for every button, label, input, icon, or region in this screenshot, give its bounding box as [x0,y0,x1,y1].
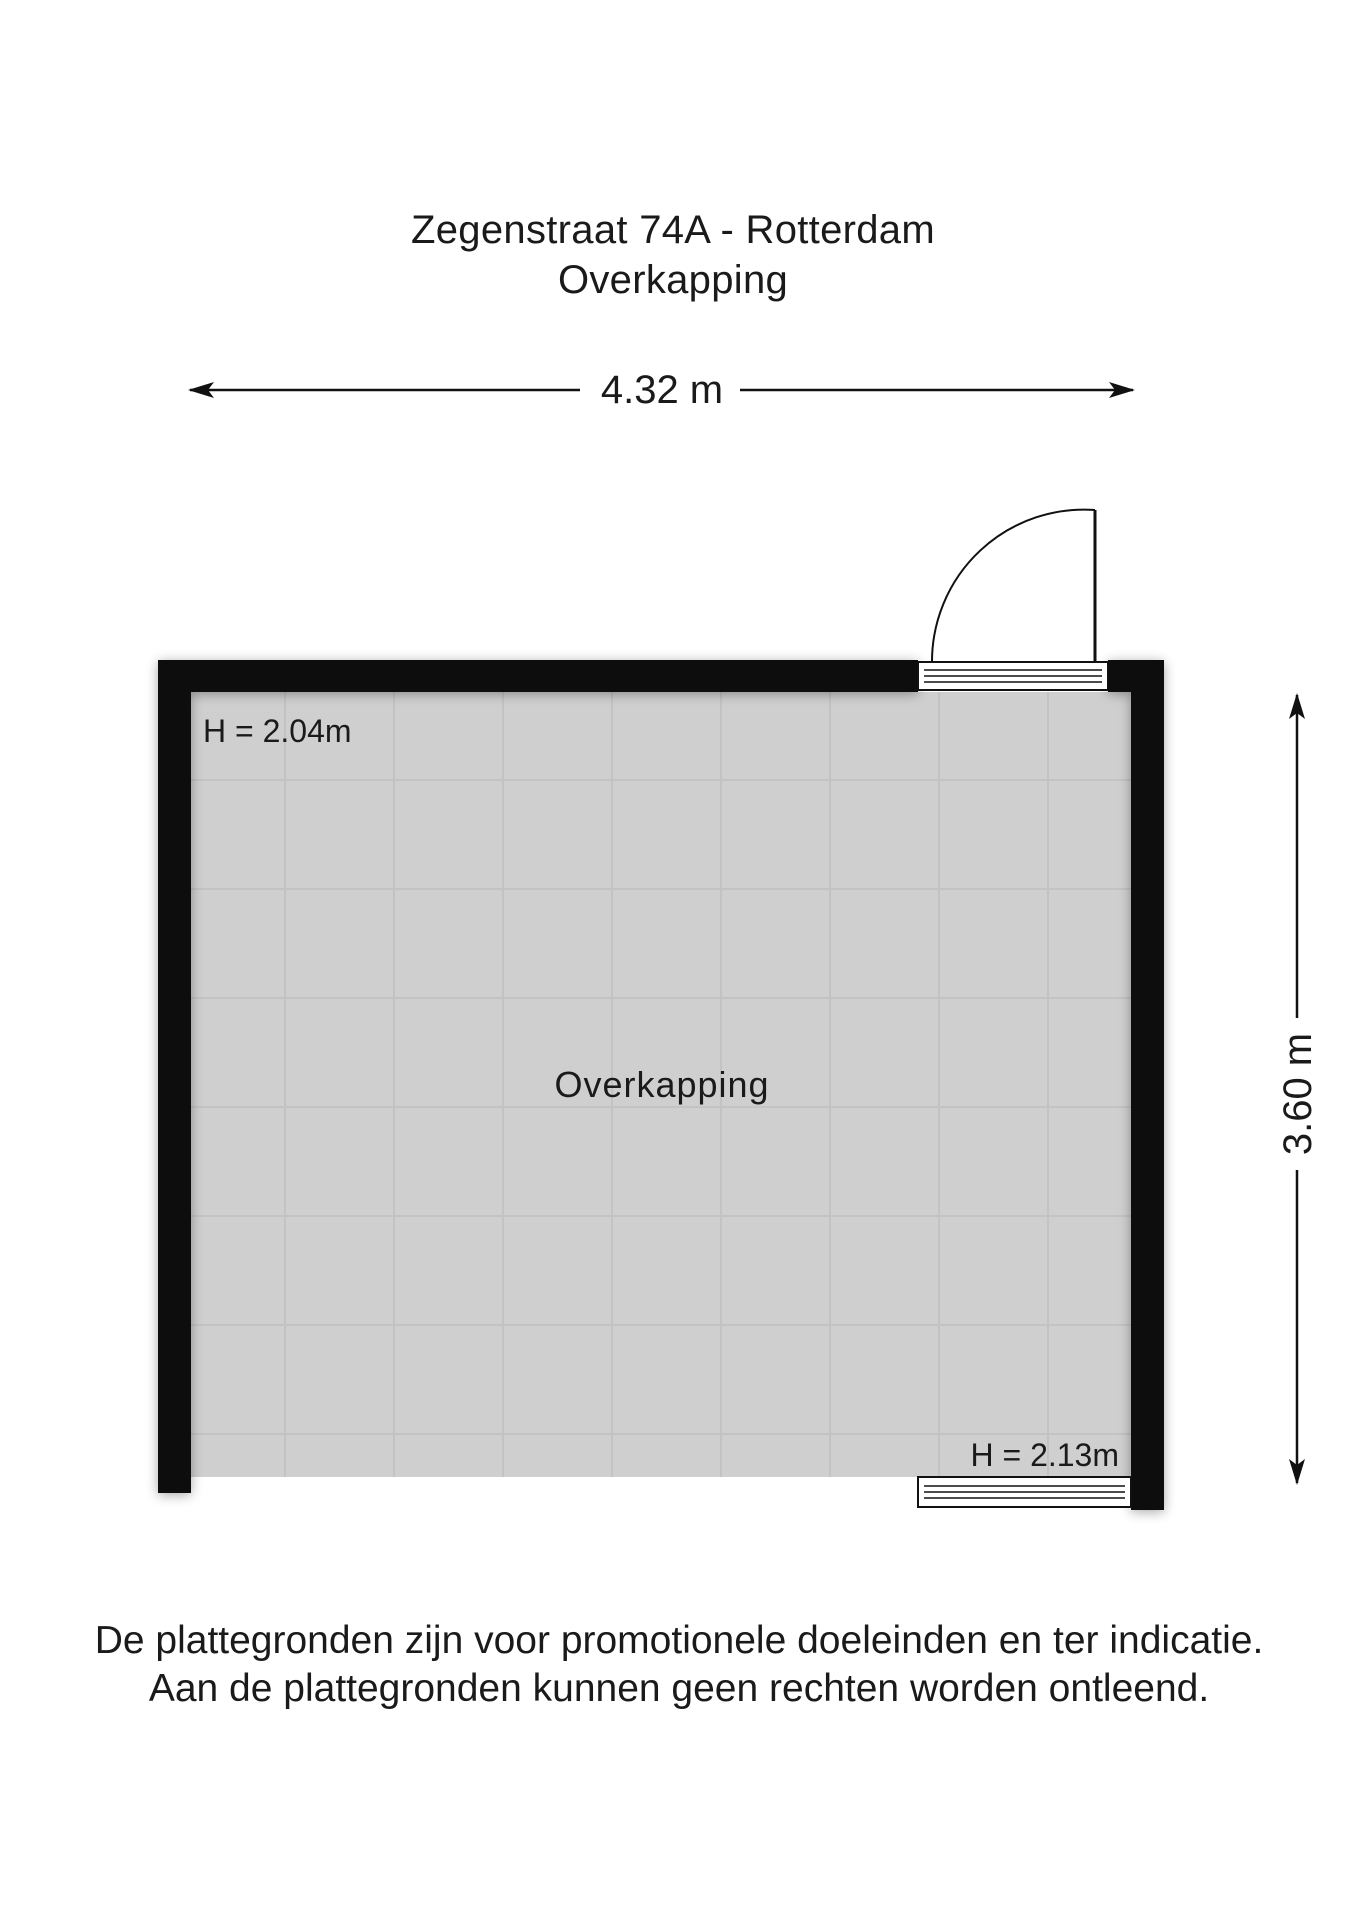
door-swing-arc [932,510,1095,662]
wall-right [1131,660,1164,1510]
depth-dimension-label: 3.60 m [1276,1032,1320,1156]
wall-top [158,660,918,692]
width-dimension [190,368,1133,412]
disclaimer-line-1: De plattegronden zijn voor promotionele doeleinden en ter indicatie. [94,1619,1264,1662]
height-label-top-left: H = 2.04m [203,713,352,749]
door-top [918,510,1108,690]
opening-bottom [918,1477,1131,1507]
floor-title: Overkapping [557,258,789,302]
depth-dimension [1276,695,1320,1483]
height-label-bottom-right: H = 2.13m [970,1437,1119,1473]
room-label: Overkapping [554,1064,770,1105]
wall-left [158,660,191,1493]
address-title: Zegenstraat 74A - Rotterdam [411,208,935,252]
disclaimer-line-2: Aan de plattegronden kunnen geen rechten worden ontleend. [148,1667,1210,1710]
width-dimension-label: 4.32 m [600,368,724,412]
disclaimer [0,1617,1358,1713]
